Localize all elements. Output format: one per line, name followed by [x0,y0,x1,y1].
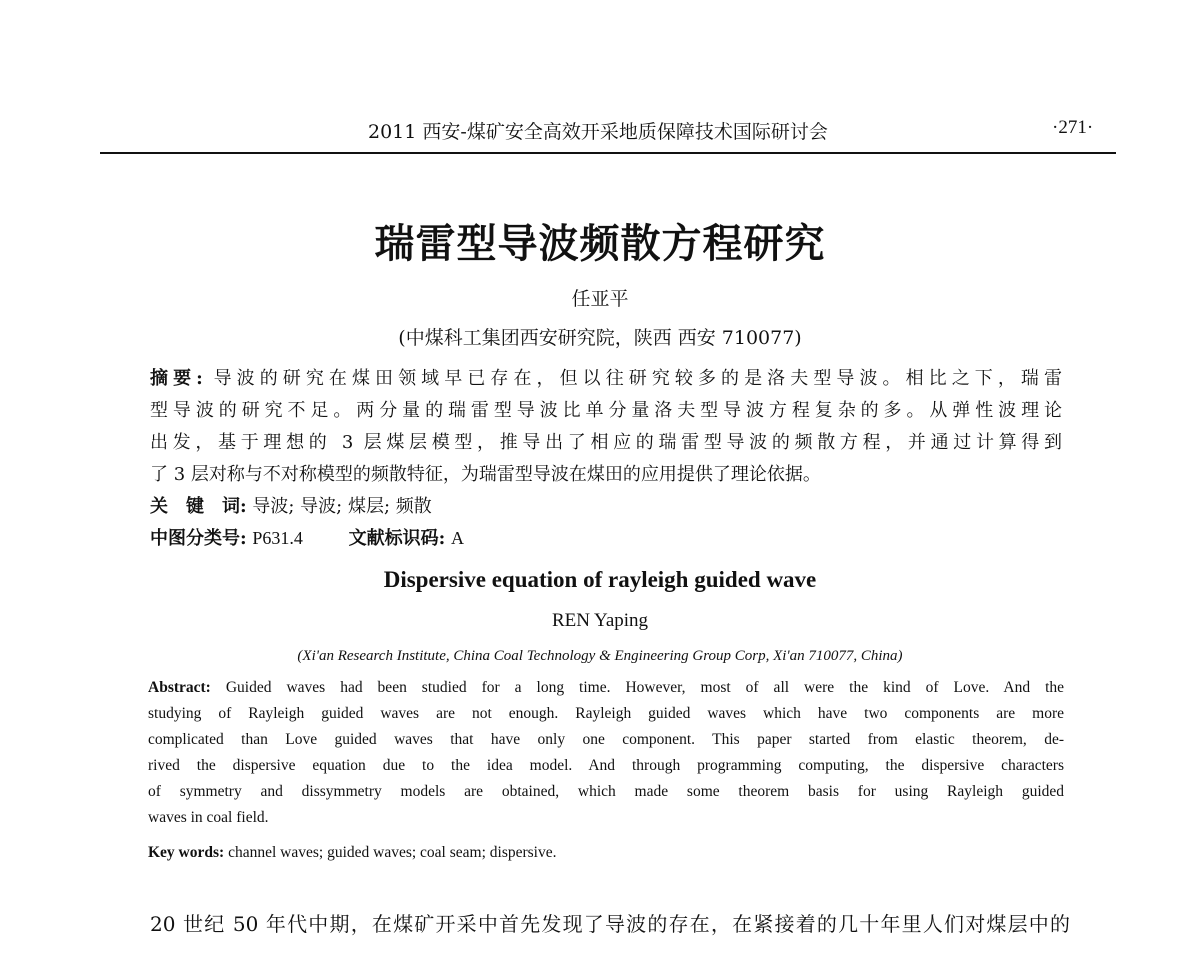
affiliation-cn: (中煤科工集团西安研究院，陕西 西安 710077) [398,327,802,349]
abstract-en-line: rived the dispersive equation due to the idea model. And through programming computing, the dispersive characters [148,757,1064,774]
keywords-en [148,844,556,862]
abstract-en-line: studying of Rayleigh guided waves are not enough. Rayleigh guided waves which have two components are more [148,705,1064,722]
abstract-en-line: of symmetry and dissymmetry models are obtained, which made some theorem basis for using Rayleigh guided [148,783,1064,800]
header-rule [100,152,1116,154]
abstract-cn-line: 了 3 层对称与不对称模型的频散特征，为瑞雷型导波在煤田的应用提供了理论依据。 [150,464,821,485]
keywords-cn-value: 导波; 导波; 煤层; 频散 [252,496,432,517]
classification-line [150,524,464,550]
author-cn: 任亚平 [571,288,629,310]
paper-title-cn: 瑞雷型导波频散方程研究 [374,220,826,267]
body-paragraph-line: 20 世纪 50 年代中期，在煤矿开采中首先发现了导波的存在，在紧接着的几十年里人们对煤层中的 [150,912,1070,936]
abstract-en-line: Guided waves had been studied for a long time. However, most of all were the kind of Love. And the [225,679,1065,696]
doc-code-label: 文献标识码: [348,528,446,549]
keywords-en-label: Key words: [148,844,225,861]
classification-label: 中图分类号: [150,528,247,549]
abstract-cn-line: 导波的研究在煤田领域早已存在，但以往研究较多的是洛夫型导波。相比之下，瑞雷 [213,368,1062,389]
affiliation-en: (Xi'an Research Institute, China Coal Technology & Engineering Group Corp, Xi'an 710077, China) [297,648,903,664]
abstract-en-line: waves in coal field. [148,809,269,826]
doc-code-value: A [451,528,465,548]
abstract-cn-line: 出发，基于理想的 3 层煤层模型，推导出了相应的瑞雷型导波的频散方程，并通过计算得到 [150,432,1062,453]
abstract-cn-label: 摘要: [150,368,203,389]
classification-value: P631.4 [252,528,303,548]
keywords-cn-label: 关 键 词: [150,496,247,517]
abstract-cn-line: 型导波的研究不足。两分量的瑞雷型导波比单分量洛夫型导波方程复杂的多。从弹性波理论 [150,400,1062,421]
abstract-en-line: complicated than Love guided waves that have only one component. This paper started from elastic theorem, de- [148,731,1064,748]
paper-title-en: Dispersive equation of rayleigh guided wave [383,567,817,592]
abstract-en-label: Abstract: [148,679,211,696]
keywords-en-value: channel waves; guided waves; coal seam; dispersive. [228,844,557,861]
author-en: REN Yaping [551,610,649,631]
page-number: ·271· [1052,117,1094,138]
keywords-cn [150,492,432,518]
conference-name: 2011 西安-煤矿安全高效开采地质保障技术国际研讨会 [368,121,828,143]
